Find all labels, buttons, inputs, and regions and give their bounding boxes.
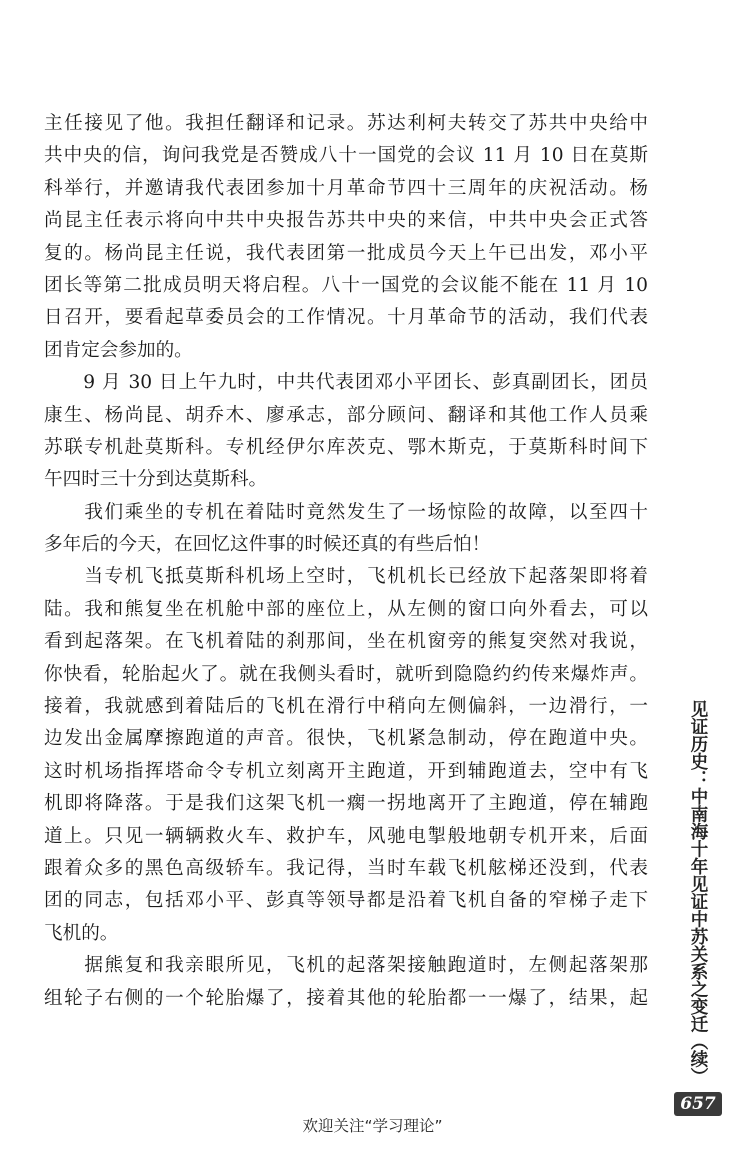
text-line: 组轮子右侧的一个轮胎爆了，接着其他的轮胎都一一爆了，结果，起 — [44, 987, 648, 1009]
text-line: 团长等第二批成员明天将启程。八十一国党的会议能不能在 11 月 10 — [44, 274, 648, 296]
text-line: 据熊复和我亲眼所见，飞机的起落架接触跑道时，左侧起落架那 — [44, 955, 648, 977]
text-line: 康生、杨尚昆、胡乔木、廖承志，部分顾问、翻译和其他工作人员乘 — [44, 404, 648, 426]
text-line: 午四时三十分到达莫斯科。 — [44, 469, 268, 491]
text-line: 看到起落架。在飞机着陆的刹那间，坐在机窗旁的熊复突然对我说， — [44, 631, 648, 653]
text-line: 主任接见了他。我担任翻译和记录。苏达利柯夫转交了苏共中央给中 — [44, 113, 648, 134]
text-line: 复的。杨尚昆主任说，我代表团第一批成员今天上午已出发，邓小平 — [44, 242, 648, 264]
paragraph-5 — [44, 950, 648, 1015]
text-line: 尚昆主任表示将向中共中央报告苏共中央的来信，中共中央会正式答 — [44, 210, 648, 232]
text-line: 苏联专机赴莫斯科。专机经伊尔库茨克、鄂木斯克，于莫斯科时间下 — [44, 436, 648, 458]
running-title: 见证历史：中南海十年见证中苏关系之变迁（续） — [688, 700, 708, 1085]
paragraph-4 — [44, 561, 648, 950]
footer-watermark: 欢迎关注“学习理论” — [302, 1117, 443, 1135]
paragraph-2 — [44, 367, 648, 497]
text-line: 当专机飞抵莫斯科机场上空时，飞机机长已经放下起落架即将着 — [44, 566, 648, 588]
text-line: 科举行，并邀请我代表团参加十月革命节四十三周年的庆祝活动。杨 — [44, 177, 648, 199]
text-line: 日召开，要看起草委员会的工作情况。十月革命节的活动，我们代表 — [44, 307, 648, 329]
text-line: 机即将降落。于是我们这架飞机一瘸一拐地离开了主跑道，停在辅跑 — [44, 793, 648, 815]
text-line: 多年后的今天，在回忆这件事的时候还真的有些后怕！ — [44, 534, 491, 556]
text-line: 跟着众多的黑色高级轿车。我记得，当时车载飞机舷梯还没到，代表 — [44, 857, 648, 879]
text-line: 飞机的。 — [44, 922, 119, 944]
text-line: 陆。我和熊复坐在机舱中部的座位上，从左侧的窗口向外看去，可以 — [44, 598, 648, 620]
text-line: 道上。只见一辆辆救火车、救护车，风驰电掣般地朝专机开来，后面 — [44, 825, 648, 847]
text-line: 9 月 30 日上午九时，中共代表团邓小平团长、彭真副团长，团员 — [44, 372, 648, 394]
text-line: 这时机场指挥塔命令专机立刻离开主跑道，开到辅跑道去，空中有飞 — [44, 760, 648, 782]
body-text — [44, 108, 648, 1015]
text-line: 团的同志，包括邓小平、彭真等领导都是沿着飞机自备的窄梯子走下 — [44, 890, 648, 912]
text-line: 共中央的信，询问我党是否赞成八十一国党的会议 11 月 10 日在莫斯 — [44, 145, 648, 167]
text-line: 团肯定会参加的。 — [44, 339, 193, 361]
paragraph-3 — [44, 497, 648, 562]
text-line: 你快看，轮胎起火了。就在我侧头看时，就听到隐隐约约传来爆炸声。 — [44, 663, 648, 685]
text-line: 接着，我就感到着陆后的飞机在滑行中稍向左侧偏斜，一边滑行，一 — [44, 696, 648, 718]
text-line: 我们乘坐的专机在着陆时竟然发生了一场惊险的故障，以至四十 — [44, 501, 648, 523]
page-number: 657 — [674, 1092, 722, 1116]
paragraph-1 — [44, 108, 648, 367]
text-line: 边发出金属摩擦跑道的声音。很快，飞机紧急制动，停在跑道中央。 — [44, 728, 648, 750]
